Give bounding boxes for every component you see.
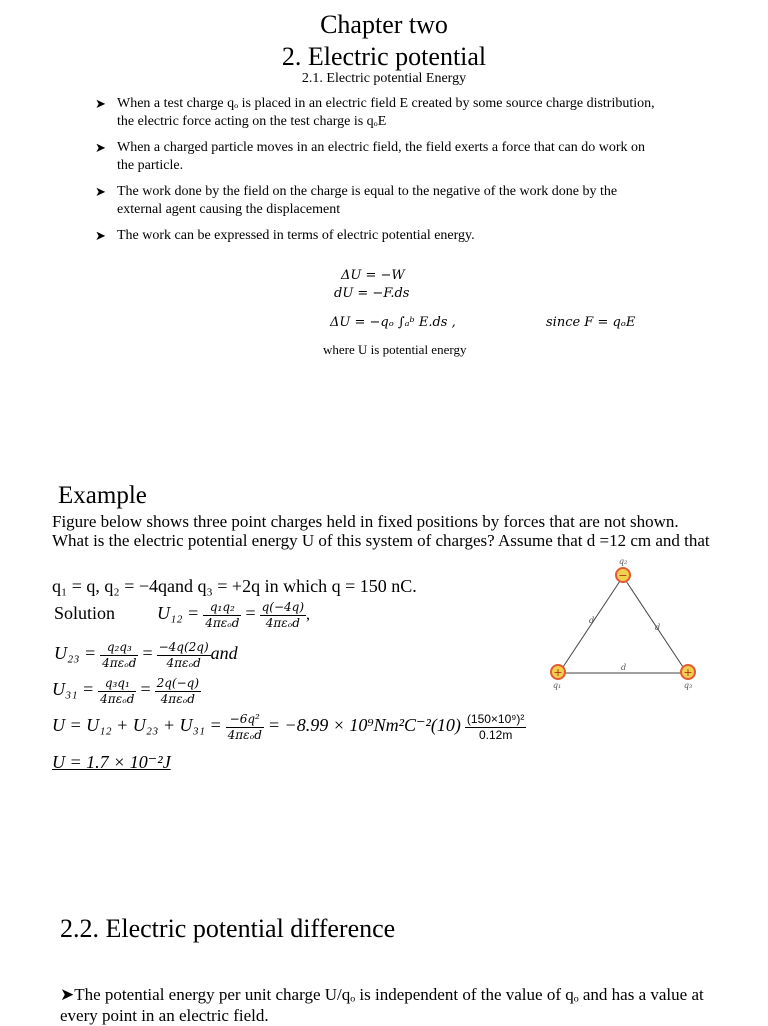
bullet-list xyxy=(95,95,665,253)
arrow-bullet-icon: ➤ xyxy=(95,184,106,199)
total-lhs: U = U₁₂ + U₂₃ + U₃₁ = xyxy=(52,715,222,736)
bullet-text: When a test charge qₒ is placed in an electric field E created by some source charge distribution, the electric force acting on the test charge is qₒE xyxy=(117,96,655,129)
list-item xyxy=(95,139,665,175)
equation-du: dU = −F.ds xyxy=(334,286,410,301)
charges-line: q₁ = q, q₂ = −4qand q₃ = +2q in which q = 150 nC. xyxy=(52,576,417,596)
solution-label: Solution xyxy=(54,603,116,624)
u31-fraction-1: $\frac{\text{q₃q₁}}{\text{4πεₒd}}$ xyxy=(100,676,135,706)
u31-lhs: U₃₁ = xyxy=(52,679,95,700)
charge-triangle-figure xyxy=(535,555,715,695)
u23-lhs: U₂₃ = xyxy=(54,643,97,664)
section-heading: 2.2. Electric potential difference xyxy=(60,914,396,943)
u23-fraction-1: $\frac{\text{q₂q₃}}{\text{4πεₒd}}$ xyxy=(102,640,137,670)
example-heading: Example xyxy=(58,482,147,509)
equation-since: since F = qₒE xyxy=(546,315,636,330)
label-q2: q₂ xyxy=(618,557,628,566)
bullet-text: When a charged particle moves in an electric field, the field exerts a force that can do work on the particle. xyxy=(117,140,646,173)
total-mid: = −8.99 × 10⁹Nm²C⁻²(10) xyxy=(267,715,461,736)
list-item xyxy=(95,183,665,219)
section-paragraph xyxy=(60,984,740,1026)
section-text: The potential energy per unit charge U/qₒ is independent of the value of qₒ and has a value at every point in an electric field. xyxy=(60,985,704,1025)
final-answer: U = 1.7 × 10⁻²J xyxy=(52,752,171,772)
u31-row: U₃₁ = $\frac{\text{q₃q₁}}{\text{4πεₒd}}$ = $\frac{2q(-q)}{\text{4πεₒd}}$ xyxy=(52,676,200,706)
u12-lhs: U₁₂ = xyxy=(157,603,200,624)
label-side-right: d xyxy=(655,623,661,632)
bullet-text: The work can be expressed in terms of electric potential energy. xyxy=(117,228,475,243)
example-problem: Figure below shows three point charges held in fixed positions by forces that are not shown. What is the electric potential energy U of this system of charges? Assume that d =12 cm and that xyxy=(52,512,710,550)
equation-note: where U is potential energy xyxy=(323,342,467,357)
equation-delta-u: ΔU = −W xyxy=(341,268,405,283)
label-side-bottom: d xyxy=(621,663,627,672)
minus-sign: − xyxy=(618,569,628,582)
bullet-text: The work done by the field on the charge is equal to the negative of the work done by the external agent causing the displacement xyxy=(117,184,618,217)
arrow-bullet-icon: ➤ xyxy=(95,228,106,243)
arrow-bullet-icon: ➤ xyxy=(95,96,106,111)
plus-sign: + xyxy=(683,666,693,679)
u12-fraction-1: $\frac{\text{q₁q₂}}{\text{4πεₒd}}$ xyxy=(205,600,240,630)
u12-row: Solution U₁₂ = $\frac{\text{q₁q₂}}{\text{4πεₒd}}$ = $\frac{q(-4q)}{\text{4πεₒd}}$ , xyxy=(54,600,311,630)
plus-sign: + xyxy=(553,666,563,679)
label-q3: q₃ xyxy=(683,681,693,690)
label-q1: q₁ xyxy=(552,681,562,690)
u31-fraction-2: $\frac{2q(-q)}{\text{4πεₒd}}$ xyxy=(156,676,200,706)
list-item xyxy=(95,227,665,245)
and-text: and xyxy=(210,643,238,664)
u23-row: U₂₃ = $\frac{\text{q₂q₃}}{\text{4πεₒd}}$ = $\frac{-4q(2q)}{\text{4πεₒd}}$ and xyxy=(54,640,238,670)
arrow-bullet-icon: ➤ xyxy=(60,985,75,1004)
chapter-heading: Chapter two xyxy=(320,10,448,39)
total-energy-row xyxy=(52,712,526,743)
label-side-left: d xyxy=(589,616,595,625)
arrow-bullet-icon: ➤ xyxy=(95,140,106,155)
u23-fraction-2: $\frac{-4q(2q)}{\text{4πεₒd}}$ xyxy=(158,640,209,670)
total-fraction-2: $\frac{\text{(150×10⁹)²}}{0.12m}$ xyxy=(466,712,525,742)
page-title: 2. Electric potential xyxy=(281,42,487,71)
u12-fraction-2: $\frac{q(-4q)}{\text{4πεₒd}}$ xyxy=(261,600,305,630)
total-fraction-1: $\frac{\text{−6q²}}{\text{4πεₒd}}$ xyxy=(227,712,262,742)
section-subtitle: 2.1. Electric potential Energy xyxy=(301,71,467,86)
equation-integral: ΔU = −qₒ ∫ₐᵇ E.ds , xyxy=(330,315,456,330)
list-item xyxy=(95,95,665,131)
